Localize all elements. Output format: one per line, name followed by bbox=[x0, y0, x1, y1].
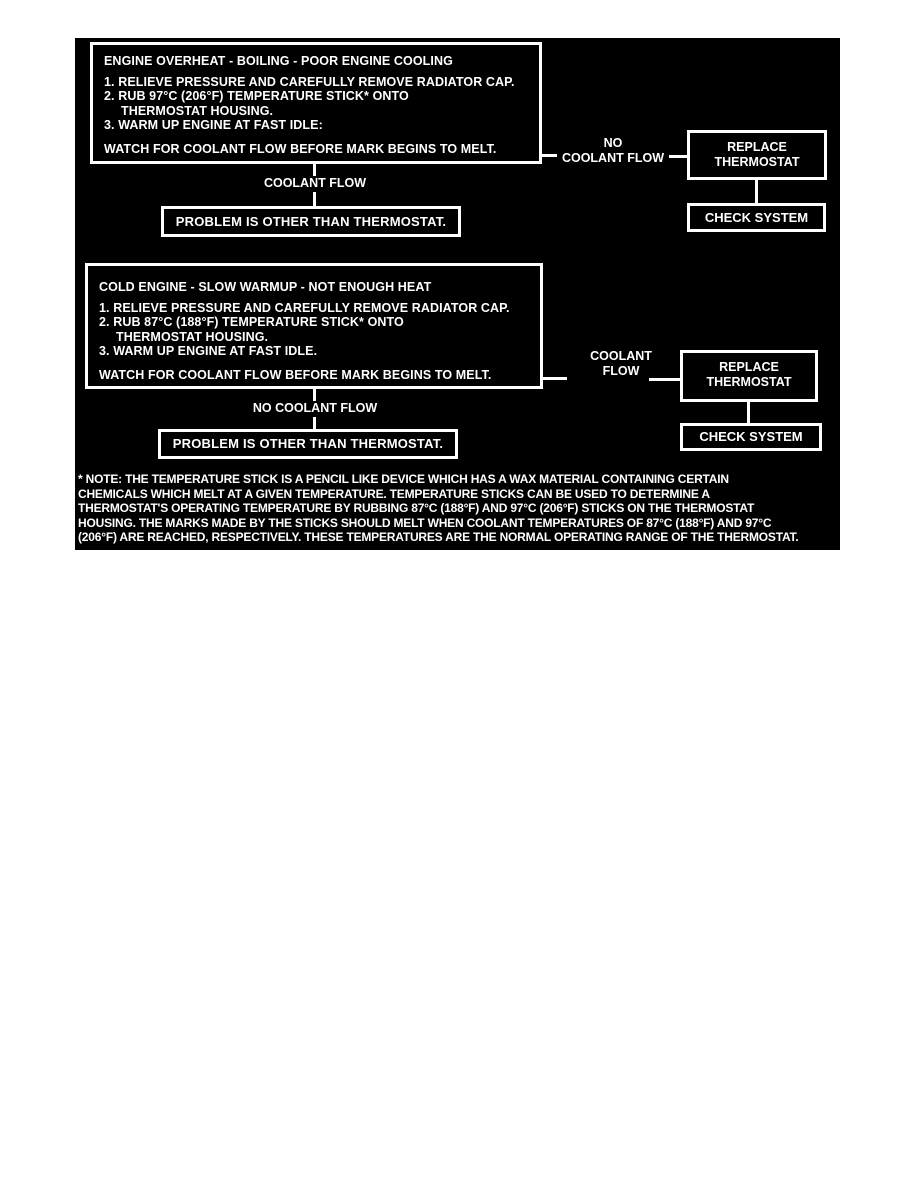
overheat-procedure-box bbox=[90, 42, 542, 164]
cold-engine-step-1: 1. RELIEVE PRESSURE AND CAREFULLY REMOVE RADIATOR CAP. bbox=[99, 300, 510, 315]
overheat-box-title: ENGINE OVERHEAT - BOILING - POOR ENGINE COOLING bbox=[104, 54, 453, 68]
cold-engine-step-2-continuation: THERMOSTAT HOUSING. bbox=[116, 329, 269, 344]
problem-other-than-thermostat-box: PROBLEM IS OTHER THAN THERMOSTAT. bbox=[158, 429, 458, 459]
temperature-stick-note bbox=[78, 472, 834, 545]
no-coolant-flow-branch-label: NO COOLANT FLOW bbox=[561, 136, 665, 165]
cold-engine-step-3: 3. WARM UP ENGINE AT FAST IDLE. bbox=[99, 344, 318, 358]
note-line: THERMOSTAT'S OPERATING TEMPERATURE BY RUBBING 87°C (188°F) AND 97°C (206°F) STICKS ON THE THERMOSTAT bbox=[78, 501, 755, 516]
connector-line bbox=[313, 164, 316, 176]
cold-engine-step-2: 2. RUB 87°C (188°F) TEMPERATURE STICK* ONTO bbox=[99, 315, 404, 329]
note-line: (206°F) ARE REACHED, RESPECTIVELY. THESE TEMPERATURES ARE THE NORMAL OPERATING RANGE OF THE THERMOSTAT. bbox=[78, 530, 799, 545]
note-line: * NOTE: THE TEMPERATURE STICK IS A PENCIL LIKE DEVICE WHICH HAS A WAX MATERIAL CONTAINING CERTAIN bbox=[78, 472, 729, 486]
coolant-flow-branch-label: COOLANT FLOW bbox=[263, 176, 367, 190]
connector-line bbox=[540, 154, 557, 157]
coolant-flow-branch-label: COOLANT FLOW bbox=[590, 349, 652, 378]
thermostat-diagnosis-flowchart bbox=[75, 38, 840, 550]
connector-line bbox=[747, 402, 750, 424]
cold-engine-steps bbox=[99, 301, 532, 359]
overheat-step-1: 1. RELIEVE PRESSURE AND CAREFULLY REMOVE RADIATOR CAP. bbox=[104, 74, 515, 89]
note-line: CHEMICALS WHICH MELT AT A GIVEN TEMPERATURE. TEMPERATURE STICKS CAN BE USED TO DETERMINE A bbox=[78, 486, 710, 501]
connector-line bbox=[313, 192, 316, 207]
overheat-watch-instruction: WATCH FOR COOLANT FLOW BEFORE MARK BEGINS TO MELT. bbox=[104, 141, 497, 156]
cold-engine-procedure-box bbox=[85, 263, 543, 389]
connector-line bbox=[541, 377, 567, 380]
connector-line bbox=[755, 180, 758, 204]
problem-other-than-thermostat-box: PROBLEM IS OTHER THAN THERMOSTAT. bbox=[161, 206, 461, 237]
cold-engine-watch-instruction: WATCH FOR COOLANT FLOW BEFORE MARK BEGINS TO MELT. bbox=[99, 367, 492, 382]
cold-engine-box-title: COLD ENGINE - SLOW WARMUP - NOT ENOUGH HEAT bbox=[99, 280, 432, 294]
replace-thermostat-box: REPLACE THERMOSTAT bbox=[680, 350, 818, 402]
connector-line bbox=[313, 389, 316, 401]
check-system-box: CHECK SYSTEM bbox=[680, 423, 822, 451]
replace-thermostat-box: REPLACE THERMOSTAT bbox=[687, 130, 827, 180]
overheat-step-3: 3. WARM UP ENGINE AT FAST IDLE: bbox=[104, 118, 323, 132]
no-coolant-flow-branch-label: NO COOLANT FLOW bbox=[252, 401, 378, 415]
connector-line bbox=[649, 378, 680, 381]
overheat-step-2: 2. RUB 97°C (206°F) TEMPERATURE STICK* ONTO bbox=[104, 89, 409, 103]
check-system-box: CHECK SYSTEM bbox=[687, 203, 826, 232]
connector-line bbox=[669, 155, 687, 158]
overheat-steps bbox=[104, 75, 531, 133]
note-line: HOUSING. THE MARKS MADE BY THE STICKS SHOULD MELT WHEN COOLANT TEMPERATURES OF 87°C (188°F) AND 97°C bbox=[78, 515, 772, 530]
overheat-step-2-continuation: THERMOSTAT HOUSING. bbox=[121, 103, 274, 118]
